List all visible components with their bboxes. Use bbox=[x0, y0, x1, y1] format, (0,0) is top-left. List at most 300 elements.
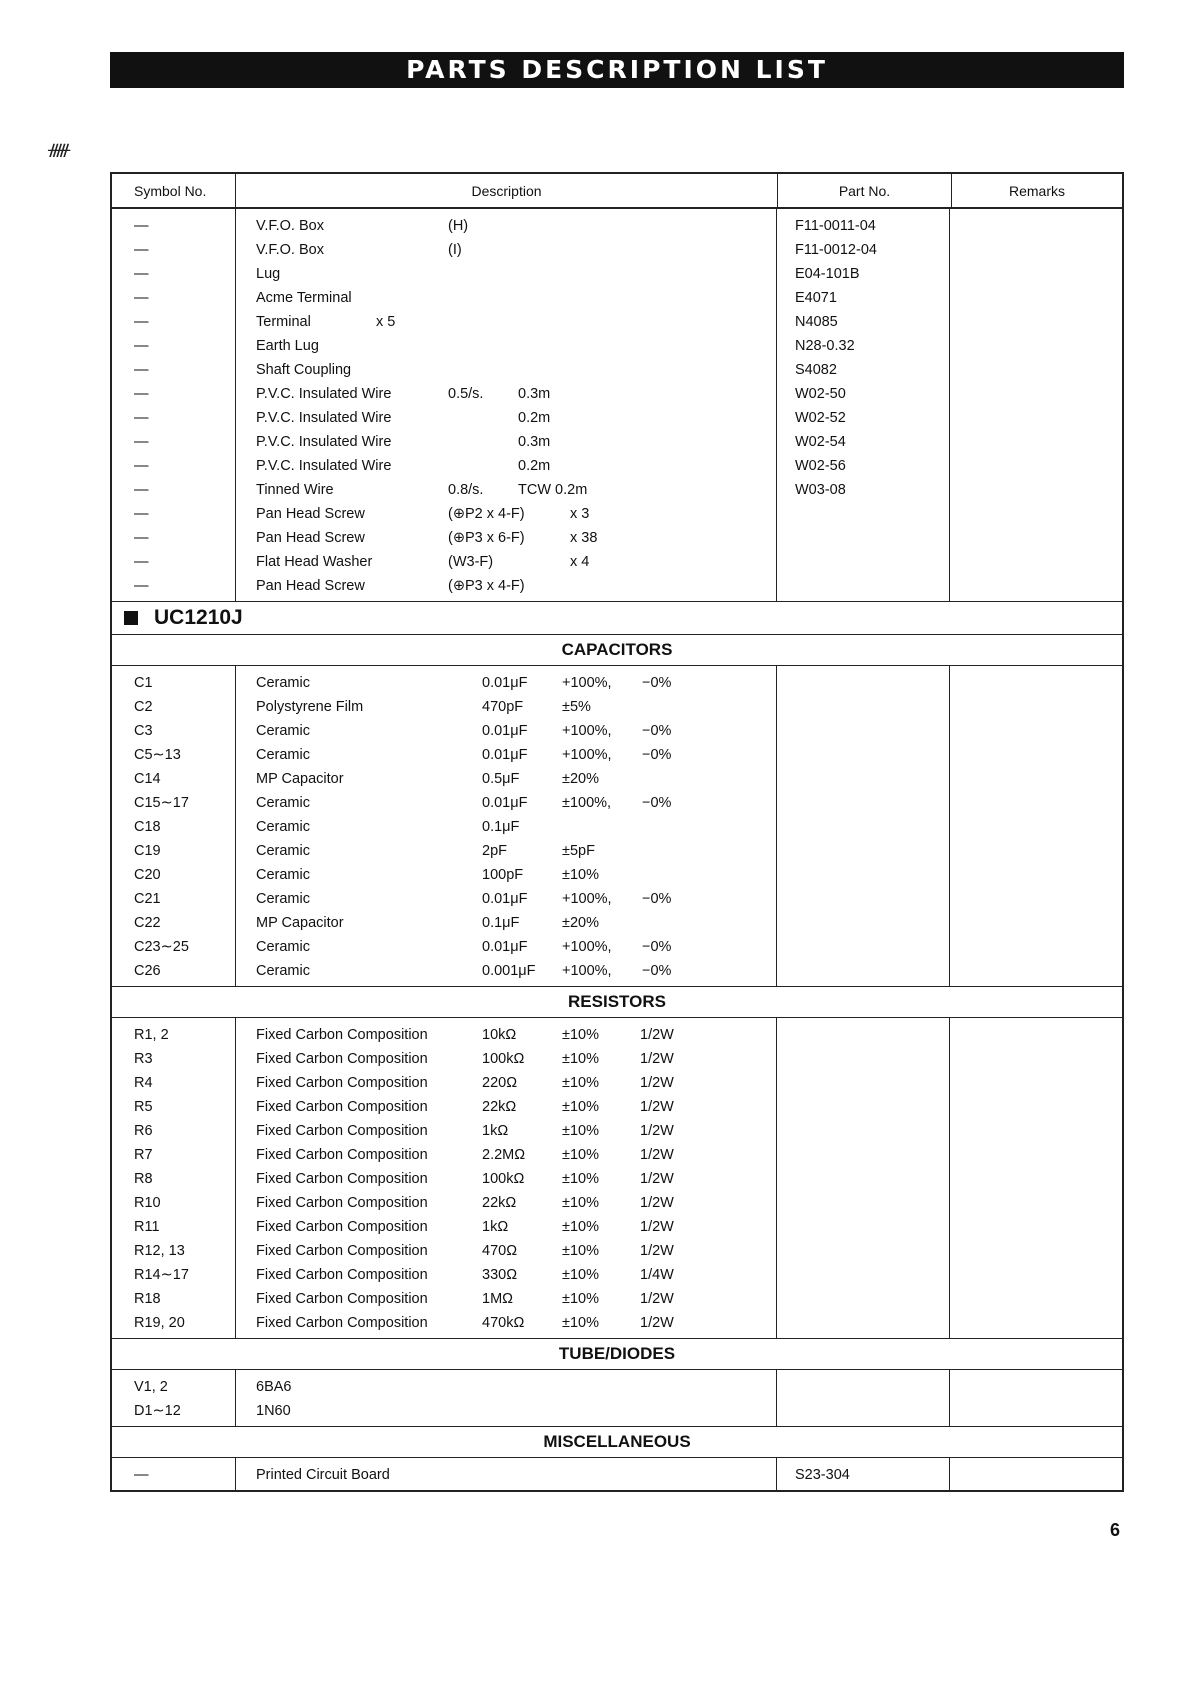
type-cell: Ceramic bbox=[256, 843, 310, 859]
rating-cell: 1/2W bbox=[640, 1027, 674, 1043]
resistors-row-description bbox=[256, 1119, 776, 1143]
quantity-cell: x 38 bbox=[570, 530, 598, 546]
part-no-cell: W03-08 bbox=[795, 482, 846, 498]
part-no-cell: N28-0.32 bbox=[795, 338, 855, 354]
miscellaneous-part-no-column bbox=[777, 1458, 950, 1490]
capacitors-row-description bbox=[256, 791, 776, 815]
tube-diodes-heading: TUBE/DIODES bbox=[112, 1338, 1122, 1370]
tolerance-cell: ±10% bbox=[562, 1147, 599, 1163]
capacitors-section bbox=[112, 666, 1122, 986]
description-cell: Pan Head Screw bbox=[256, 530, 365, 546]
spec-cell: (⊕P3 x 6-F) bbox=[448, 530, 525, 546]
tube-diodes-symbol-column bbox=[112, 1370, 236, 1426]
type-cell: Ceramic bbox=[256, 675, 310, 691]
symbol-cell: — bbox=[134, 530, 149, 546]
general-row-part-no bbox=[795, 550, 949, 574]
rating-cell: −0% bbox=[642, 747, 672, 763]
symbol-cell: C18 bbox=[134, 819, 161, 835]
symbol-cell: R7 bbox=[134, 1147, 153, 1163]
value-cell: 0.01μF bbox=[482, 939, 528, 955]
tolerance-cell: ±10% bbox=[562, 867, 599, 883]
description-cell: Earth Lug bbox=[256, 338, 319, 354]
resistors-row-symbol bbox=[134, 1311, 235, 1335]
general-description-column bbox=[236, 209, 777, 601]
resistors-row-description bbox=[256, 1071, 776, 1095]
general-row-description bbox=[256, 502, 776, 526]
spec-cell: 0.3m bbox=[518, 434, 551, 450]
resistors-row-symbol bbox=[134, 1263, 235, 1287]
description-cell: Acme Terminal bbox=[256, 290, 352, 306]
symbol-cell: C14 bbox=[134, 771, 161, 787]
rating-cell: 1/2W bbox=[640, 1219, 674, 1235]
tube-diodes-section bbox=[112, 1370, 1122, 1426]
capacitors-row-description bbox=[256, 695, 776, 719]
description-cell: Pan Head Screw bbox=[256, 506, 365, 522]
tube-diodes-part-no-column bbox=[777, 1370, 950, 1426]
resistors-row-description bbox=[256, 1215, 776, 1239]
general-row-description bbox=[256, 286, 776, 310]
capacitors-description-column bbox=[236, 666, 777, 986]
miscellaneous-row-symbol bbox=[134, 1463, 235, 1487]
general-row-description bbox=[256, 310, 776, 334]
type-cell: Fixed Carbon Composition bbox=[256, 1267, 428, 1283]
value-cell: 1MΩ bbox=[482, 1291, 513, 1307]
spec-cell: 0.5/s. bbox=[448, 386, 484, 402]
spec-cell: (H) bbox=[448, 218, 469, 234]
miscellaneous-heading: MISCELLANEOUS bbox=[112, 1426, 1122, 1458]
general-row-symbol bbox=[134, 214, 235, 238]
miscellaneous-section bbox=[112, 1458, 1122, 1490]
resistors-row-symbol bbox=[134, 1023, 235, 1047]
spec-cell: x 5 bbox=[376, 314, 396, 330]
symbol-cell: — bbox=[134, 458, 149, 474]
value-cell: 0.001μF bbox=[482, 963, 536, 979]
general-row-symbol bbox=[134, 550, 235, 574]
resistors-row-description bbox=[256, 1311, 776, 1335]
general-row-description bbox=[256, 238, 776, 262]
general-row-symbol bbox=[134, 310, 235, 334]
tolerance-cell: ±5% bbox=[562, 699, 591, 715]
general-part-no-column bbox=[777, 209, 950, 601]
symbol-cell: — bbox=[134, 290, 149, 306]
value-cell: 100kΩ bbox=[482, 1171, 525, 1187]
symbol-cell: R5 bbox=[134, 1099, 153, 1115]
tolerance-cell: +100%, bbox=[562, 747, 612, 763]
general-row-part-no bbox=[795, 382, 949, 406]
value-cell: 1kΩ bbox=[482, 1123, 509, 1139]
general-row-symbol bbox=[134, 526, 235, 550]
type-cell: Fixed Carbon Composition bbox=[256, 1027, 428, 1043]
resistors-row-symbol bbox=[134, 1239, 235, 1263]
general-row-symbol bbox=[134, 238, 235, 262]
value-cell: 0.01μF bbox=[482, 723, 528, 739]
type-cell: 1N60 bbox=[256, 1403, 291, 1419]
capacitors-row-description bbox=[256, 887, 776, 911]
type-cell: Ceramic bbox=[256, 891, 310, 907]
rating-cell: 1/2W bbox=[640, 1243, 674, 1259]
symbol-cell: R10 bbox=[134, 1195, 161, 1211]
resistors-row-symbol bbox=[134, 1143, 235, 1167]
type-cell: Printed Circuit Board bbox=[256, 1467, 390, 1483]
general-row-part-no bbox=[795, 214, 949, 238]
value-cell: 0.5μF bbox=[482, 771, 520, 787]
bullet-square-icon bbox=[124, 611, 138, 625]
spec-cell: (⊕P2 x 4-F) bbox=[448, 506, 525, 522]
resistors-row-description bbox=[256, 1167, 776, 1191]
value-cell: 470Ω bbox=[482, 1243, 518, 1259]
type-cell: Fixed Carbon Composition bbox=[256, 1147, 428, 1163]
general-row-part-no bbox=[795, 406, 949, 430]
symbol-cell: R12, 13 bbox=[134, 1243, 185, 1259]
model-heading bbox=[112, 601, 1122, 635]
part-no-cell: F11-0011-04 bbox=[795, 218, 876, 234]
general-row-description bbox=[256, 574, 776, 598]
general-row-part-no bbox=[795, 238, 949, 262]
capacitors-row-symbol bbox=[134, 719, 235, 743]
type-cell: 6BA6 bbox=[256, 1379, 292, 1395]
capacitors-row-description bbox=[256, 767, 776, 791]
value-cell: 0.01μF bbox=[482, 795, 528, 811]
model-label: UC1210J bbox=[154, 606, 243, 629]
description-cell: V.F.O. Box bbox=[256, 218, 324, 234]
part-no-cell: S4082 bbox=[795, 362, 837, 378]
rating-cell: −0% bbox=[642, 963, 672, 979]
symbol-cell: — bbox=[134, 1467, 149, 1483]
general-row-symbol bbox=[134, 430, 235, 454]
page-title: PARTS DESCRIPTION LIST bbox=[110, 52, 1124, 88]
rating-cell: 1/2W bbox=[640, 1171, 674, 1187]
rating-cell: −0% bbox=[642, 939, 672, 955]
symbol-cell: C2 bbox=[134, 699, 153, 715]
type-cell: Ceramic bbox=[256, 963, 310, 979]
value-cell: 0.01μF bbox=[482, 675, 528, 691]
tolerance-cell: ±10% bbox=[562, 1315, 599, 1331]
part-no-cell: W02-50 bbox=[795, 386, 846, 402]
tolerance-cell: ±100%, bbox=[562, 795, 612, 811]
resistors-heading: RESISTORS bbox=[112, 986, 1122, 1018]
spec-cell: 0.2m bbox=[518, 410, 551, 426]
resistors-part-no-column bbox=[777, 1018, 950, 1338]
tolerance-cell: ±10% bbox=[562, 1291, 599, 1307]
general-row-symbol bbox=[134, 262, 235, 286]
value-cell: 10kΩ bbox=[482, 1027, 517, 1043]
symbol-cell: C1 bbox=[134, 675, 153, 691]
tolerance-cell: ±20% bbox=[562, 771, 599, 787]
tube_diodes-row-description bbox=[256, 1375, 776, 1399]
capacitors-row-symbol bbox=[134, 839, 235, 863]
value-cell: 0.01μF bbox=[482, 891, 528, 907]
symbol-cell: — bbox=[134, 506, 149, 522]
tolerance-cell: ±20% bbox=[562, 915, 599, 931]
capacitors-remarks-column bbox=[950, 666, 1122, 986]
general-row-description bbox=[256, 358, 776, 382]
symbol-cell: R6 bbox=[134, 1123, 153, 1139]
margin-mark: ᚏ bbox=[48, 140, 71, 159]
capacitors-row-symbol bbox=[134, 911, 235, 935]
type-cell: Ceramic bbox=[256, 747, 310, 763]
tolerance-cell: ±10% bbox=[562, 1051, 599, 1067]
miscellaneous-description-column bbox=[236, 1458, 777, 1490]
rating-cell: 1/2W bbox=[640, 1195, 674, 1211]
miscellaneous-symbol-column bbox=[112, 1458, 236, 1490]
general-row-description bbox=[256, 478, 776, 502]
description-cell: P.V.C. Insulated Wire bbox=[256, 410, 392, 426]
capacitors-row-symbol bbox=[134, 671, 235, 695]
resistors-row-symbol bbox=[134, 1119, 235, 1143]
general-row-part-no bbox=[795, 502, 949, 526]
resistors-row-symbol bbox=[134, 1167, 235, 1191]
rating-cell: 1/2W bbox=[640, 1123, 674, 1139]
tolerance-cell: ±10% bbox=[562, 1099, 599, 1115]
general-row-description bbox=[256, 526, 776, 550]
symbol-cell: C23∼25 bbox=[134, 939, 189, 955]
rating-cell: 1/2W bbox=[640, 1099, 674, 1115]
type-cell: Ceramic bbox=[256, 723, 310, 739]
resistors-row-symbol bbox=[134, 1095, 235, 1119]
tube-diodes-remarks-column bbox=[950, 1370, 1122, 1426]
capacitors-row-symbol bbox=[134, 887, 235, 911]
tolerance-cell: +100%, bbox=[562, 723, 612, 739]
capacitors-row-description bbox=[256, 959, 776, 983]
general-row-description bbox=[256, 334, 776, 358]
symbol-cell: — bbox=[134, 218, 149, 234]
symbol-cell: R18 bbox=[134, 1291, 161, 1307]
general-row-description bbox=[256, 382, 776, 406]
part-no-cell: W02-56 bbox=[795, 458, 846, 474]
header-remarks: Remarks bbox=[1008, 182, 1065, 199]
symbol-cell: C3 bbox=[134, 723, 153, 739]
value-cell: 100kΩ bbox=[482, 1051, 525, 1067]
table-header bbox=[112, 174, 1122, 209]
spec-cell: 0.3m bbox=[518, 386, 551, 402]
value-cell: 0.01μF bbox=[482, 747, 528, 763]
description-cell: Shaft Coupling bbox=[256, 362, 352, 378]
symbol-cell: — bbox=[134, 434, 149, 450]
value-cell: 2pF bbox=[482, 843, 507, 859]
rating-cell: 1/4W bbox=[640, 1267, 674, 1283]
tolerance-cell: ±10% bbox=[562, 1195, 599, 1211]
capacitors-row-description bbox=[256, 743, 776, 767]
capacitors-row-symbol bbox=[134, 695, 235, 719]
capacitors-row-description bbox=[256, 863, 776, 887]
type-cell: Fixed Carbon Composition bbox=[256, 1219, 428, 1235]
symbol-cell: C26 bbox=[134, 963, 161, 979]
part-no-cell: F11-0012-04 bbox=[795, 242, 877, 258]
type-cell: Fixed Carbon Composition bbox=[256, 1099, 428, 1115]
general-remarks-column bbox=[950, 209, 1122, 601]
general-row-part-no bbox=[795, 286, 949, 310]
tube_diodes-row-symbol bbox=[134, 1399, 235, 1423]
spec-cell: (I) bbox=[448, 242, 462, 258]
type-cell: Ceramic bbox=[256, 867, 310, 883]
capacitors-row-symbol bbox=[134, 815, 235, 839]
value-cell: 2.2MΩ bbox=[482, 1147, 526, 1163]
type-cell: Fixed Carbon Composition bbox=[256, 1291, 428, 1307]
general-row-part-no bbox=[795, 310, 949, 334]
symbol-cell: R4 bbox=[134, 1075, 153, 1091]
rating-cell: 1/2W bbox=[640, 1075, 674, 1091]
type-cell: MP Capacitor bbox=[256, 771, 344, 787]
rating-cell: 1/2W bbox=[640, 1147, 674, 1163]
type-cell: Fixed Carbon Composition bbox=[256, 1315, 428, 1331]
general-row-symbol bbox=[134, 502, 235, 526]
symbol-cell: — bbox=[134, 410, 149, 426]
value-cell: 22kΩ bbox=[482, 1195, 517, 1211]
spec-cell: (W3-F) bbox=[448, 554, 494, 570]
rating-cell: −0% bbox=[642, 795, 672, 811]
type-cell: Fixed Carbon Composition bbox=[256, 1171, 428, 1187]
symbol-cell: C19 bbox=[134, 843, 161, 859]
capacitors-row-symbol bbox=[134, 767, 235, 791]
spec-cell: 0.8/s. bbox=[448, 482, 484, 498]
value-cell: 22kΩ bbox=[482, 1099, 517, 1115]
general-symbol-column bbox=[112, 209, 236, 601]
resistors-row-description bbox=[256, 1287, 776, 1311]
type-cell: MP Capacitor bbox=[256, 915, 344, 931]
capacitors-row-description bbox=[256, 935, 776, 959]
spec-cell: 0.2m bbox=[518, 458, 551, 474]
resistors-row-symbol bbox=[134, 1215, 235, 1239]
general-row-description bbox=[256, 550, 776, 574]
resistors-row-symbol bbox=[134, 1287, 235, 1311]
general-row-part-no bbox=[795, 430, 949, 454]
general-row-symbol bbox=[134, 334, 235, 358]
general-row-description bbox=[256, 262, 776, 286]
symbol-cell: R3 bbox=[134, 1051, 153, 1067]
general-row-symbol bbox=[134, 286, 235, 310]
value-cell: 220Ω bbox=[482, 1075, 518, 1091]
type-cell: Fixed Carbon Composition bbox=[256, 1243, 428, 1259]
rating-cell: 1/2W bbox=[640, 1291, 674, 1307]
tolerance-cell: +100%, bbox=[562, 675, 612, 691]
capacitors-row-description bbox=[256, 815, 776, 839]
capacitors-row-description bbox=[256, 719, 776, 743]
symbol-cell: — bbox=[134, 554, 149, 570]
page-number: 6 bbox=[1110, 1520, 1121, 1540]
capacitors-row-description bbox=[256, 839, 776, 863]
symbol-cell: — bbox=[134, 482, 149, 498]
description-cell: P.V.C. Insulated Wire bbox=[256, 458, 392, 474]
tube-diodes-description-column bbox=[236, 1370, 777, 1426]
rating-cell: −0% bbox=[642, 891, 672, 907]
part-no-cell: W02-52 bbox=[795, 410, 846, 426]
description-cell: Pan Head Screw bbox=[256, 578, 365, 594]
type-cell: Ceramic bbox=[256, 795, 310, 811]
capacitors-part-no-column bbox=[777, 666, 950, 986]
description-cell: P.V.C. Insulated Wire bbox=[256, 386, 392, 402]
general-row-symbol bbox=[134, 454, 235, 478]
capacitors-row-symbol bbox=[134, 743, 235, 767]
description-cell: Tinned Wire bbox=[256, 482, 334, 498]
general-row-part-no bbox=[795, 358, 949, 382]
general-row-part-no bbox=[795, 574, 949, 598]
symbol-cell: C15∼17 bbox=[134, 795, 189, 811]
resistors-symbol-column bbox=[112, 1018, 236, 1338]
symbol-cell: R11 bbox=[134, 1219, 160, 1235]
capacitors-row-description bbox=[256, 671, 776, 695]
value-cell: 100pF bbox=[482, 867, 524, 883]
symbol-cell: D1∼12 bbox=[134, 1403, 181, 1419]
header-symbol: Symbol No. bbox=[112, 174, 236, 207]
value-cell: 470kΩ bbox=[482, 1315, 525, 1331]
miscellaneous-row-part-no bbox=[795, 1463, 949, 1487]
tolerance-cell: ±10% bbox=[562, 1219, 599, 1235]
tolerance-cell: +100%, bbox=[562, 891, 612, 907]
resistors-row-description bbox=[256, 1239, 776, 1263]
rating-cell: 1/2W bbox=[640, 1315, 674, 1331]
resistors-description-column bbox=[236, 1018, 777, 1338]
tube_diodes-row-description bbox=[256, 1399, 776, 1423]
resistors-row-symbol bbox=[134, 1047, 235, 1071]
symbol-cell: V1, 2 bbox=[134, 1379, 168, 1395]
symbol-cell: R14∼17 bbox=[134, 1267, 189, 1283]
type-cell: Fixed Carbon Composition bbox=[256, 1051, 428, 1067]
symbol-cell: — bbox=[134, 578, 149, 594]
tolerance-cell: ±10% bbox=[562, 1027, 599, 1043]
symbol-cell: — bbox=[134, 242, 149, 258]
general-row-part-no bbox=[795, 262, 949, 286]
general-row-symbol bbox=[134, 382, 235, 406]
general-row-part-no bbox=[795, 526, 949, 550]
general-row-symbol bbox=[134, 358, 235, 382]
symbol-cell: C22 bbox=[134, 915, 161, 931]
parts-table bbox=[110, 172, 1124, 1492]
rating-cell: −0% bbox=[642, 723, 672, 739]
capacitors-row-symbol bbox=[134, 863, 235, 887]
capacitors-row-symbol bbox=[134, 935, 235, 959]
resistors-remarks-column bbox=[950, 1018, 1122, 1338]
value-cell: 0.1μF bbox=[482, 915, 520, 931]
part-no-cell: E04-101B bbox=[795, 266, 860, 282]
capacitors-row-symbol bbox=[134, 791, 235, 815]
description-cell: Terminal bbox=[256, 314, 311, 330]
general-row-description bbox=[256, 214, 776, 238]
resistors-section bbox=[112, 1018, 1122, 1338]
general-section bbox=[112, 209, 1122, 601]
type-cell: Fixed Carbon Composition bbox=[256, 1195, 428, 1211]
capacitors-heading: CAPACITORS bbox=[112, 635, 1122, 666]
general-row-part-no bbox=[795, 454, 949, 478]
general-row-part-no bbox=[795, 334, 949, 358]
symbol-cell: — bbox=[134, 386, 149, 402]
symbol-cell: — bbox=[134, 314, 149, 330]
description-cell: P.V.C. Insulated Wire bbox=[256, 434, 392, 450]
part-no-cell: S23-304 bbox=[795, 1467, 850, 1483]
value-cell: 1kΩ bbox=[482, 1219, 509, 1235]
resistors-row-description bbox=[256, 1263, 776, 1287]
general-row-symbol bbox=[134, 478, 235, 502]
resistors-row-symbol bbox=[134, 1191, 235, 1215]
symbol-cell: R19, 20 bbox=[134, 1315, 185, 1331]
resistors-row-description bbox=[256, 1143, 776, 1167]
miscellaneous-row-description bbox=[256, 1463, 776, 1487]
description-cell: Lug bbox=[256, 266, 281, 282]
general-row-symbol bbox=[134, 406, 235, 430]
spec-cell: (⊕P3 x 4-F) bbox=[448, 578, 525, 594]
symbol-cell: C21 bbox=[134, 891, 161, 907]
type-cell: Polystyrene Film bbox=[256, 699, 364, 715]
tube_diodes-row-symbol bbox=[134, 1375, 235, 1399]
header-description: Description bbox=[236, 174, 778, 207]
capacitors-row-description bbox=[256, 911, 776, 935]
resistors-row-description bbox=[256, 1023, 776, 1047]
general-row-description bbox=[256, 406, 776, 430]
general-row-description bbox=[256, 430, 776, 454]
type-cell: Fixed Carbon Composition bbox=[256, 1075, 428, 1091]
symbol-cell: R8 bbox=[134, 1171, 153, 1187]
symbol-cell: — bbox=[134, 362, 149, 378]
part-no-cell: N4085 bbox=[795, 314, 838, 330]
